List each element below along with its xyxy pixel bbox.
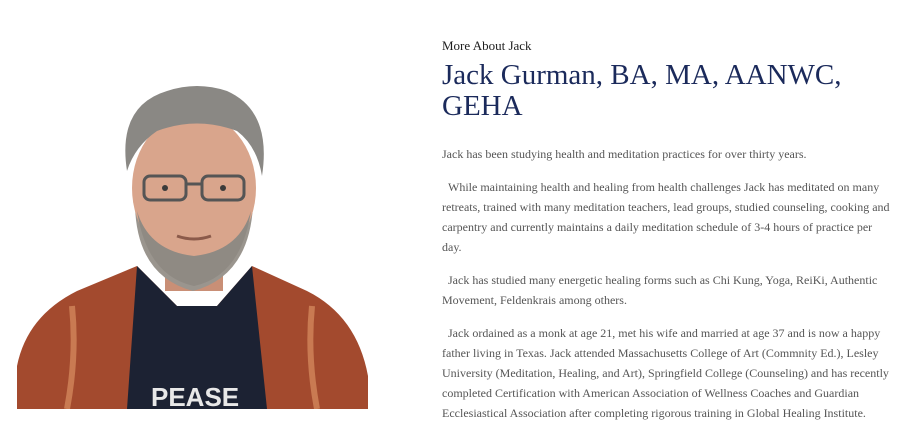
shirt-text: PEASE	[151, 382, 240, 409]
bio-paragraph-3: Jack has studied many energetic healing forms such as Chi Kung, Yoga, ReiKi, Authentic Movement, Feldenkrais among others.	[442, 273, 878, 307]
bio-paragraph-2: While maintaining health and healing from health challenges Jack has meditated on many retreats, trained with many meditation teachers, lead groups, studied counseling, cooking and carpentry and currently maintains a daily meditation schedule of 3-4 hours of practice per day.	[442, 180, 890, 254]
about-section	[442, 38, 894, 436]
profile-photo	[17, 76, 368, 409]
bio-paragraph-1: Jack has been studying health and meditation practices for over thirty years.	[442, 147, 807, 161]
section-eyebrow: More About Jack	[442, 38, 532, 53]
page-title: Jack Gurman, BA, MA, AANWC, GEHA	[442, 59, 842, 122]
bio-paragraph-4: Jack ordained as a monk at age 21, met his wife and married at age 37 and is now a happy father living in Texas. Jack attended Massachusetts College of Art (Commnity Ed.), Lesley University (Meditation, Healing, and Art), Springfield College (Counseling) and has recently completed Certification with American Association of Wellness Coaches and Guardian Ecclesiastical Association after completing rigorous training in Global Healing Institute.	[442, 326, 889, 420]
